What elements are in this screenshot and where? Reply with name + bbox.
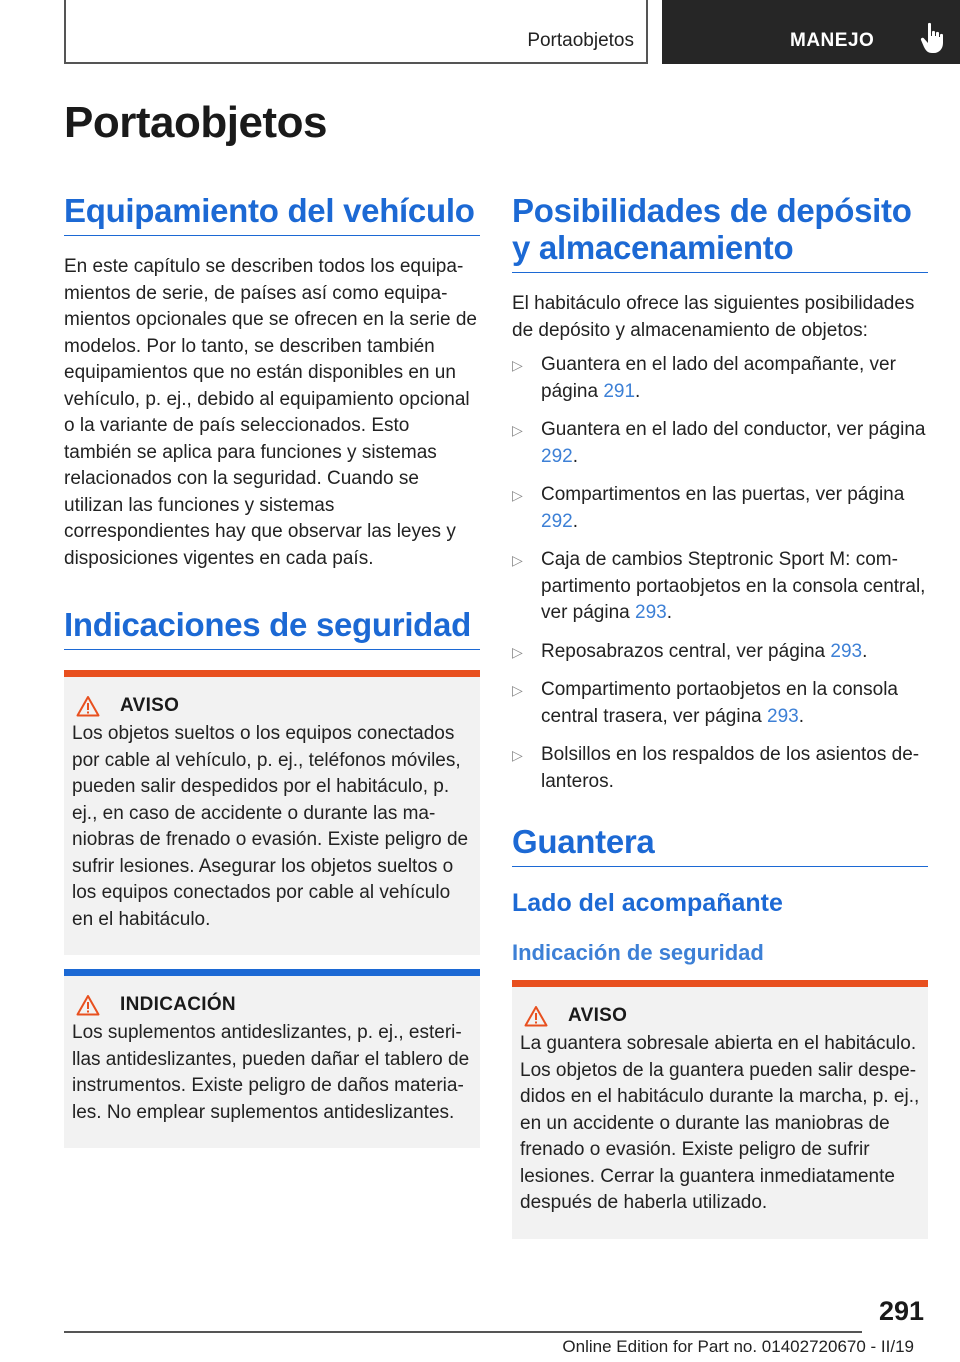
header-section-box [64, 0, 648, 64]
bullet-triangle-icon: ▷ [512, 747, 523, 763]
right-column [512, 192, 928, 1239]
heading-storage: Posibilidades de depósito y almacenamiento [512, 192, 928, 273]
list-item-text: Guantera en el lado del acompañante, ver página [541, 354, 896, 402]
heading-safety-note: Indicación de seguridad [512, 940, 764, 965]
list-item [512, 417, 928, 470]
list-item-end: . [572, 510, 578, 532]
notice-text: Los suplementos antideslizantes, p. ej., esterillas antideslizantes, pueden dañar el tablero de instrumentos. Existe peligro de daños materiales. No emplear suplementos antideslizantes. [72, 1022, 470, 1123]
heading-vehicle-equipment: Equipamiento del vehículo [64, 192, 480, 236]
list-item-text: Reposabrazos central, ver página [541, 640, 831, 662]
notice-aviso [64, 670, 480, 955]
list-item-text: Bolsillos en los respaldos de los asientos delanteros. [541, 744, 920, 792]
bullet-triangle-icon: ▷ [512, 357, 523, 373]
paragraph-vehicle-equipment: En este capítulo se describen todos los equipamientos de serie, de países así como equipamientos opcionales que se ofrecen en la serie de modelos. Por lo tanto, se describen también equipamientos que no están disponibles en un vehículo, p. ej., debido al equipamiento opcional o la variante de país seleccionados. Esto también se aplica para funciones y sistemas relacionados con la seguridad. Cuando se utilizan las funciones y sistemas correspondientes hay que observar las leyes y disposiciones vigentes en cada país. [64, 256, 477, 569]
edition-note: Online Edition for Part no. 01402720670 - II/19 [562, 1337, 914, 1356]
bullet-triangle-icon: ▷ [512, 422, 523, 438]
list-item-end: . [862, 640, 868, 662]
list-item [512, 639, 928, 666]
list-item-text: Compartimentos en las puertas, ver página [541, 484, 905, 505]
notice-text: Los objetos sueltos o los equipos conectados por cable al vehículo, p. ej., teléfonos móviles, pueden salir despedidos por el habitáculo, p. ej., en caso de accidente o durante las maniobras de frenado o evasión. Existe peligro de sufrir lesiones. Asegurar los objetos sueltos o los equipos conectados por cable al vehículo en el habitáculo. [72, 723, 469, 930]
notice-indicacion [64, 969, 480, 1148]
notice-aviso-guantera [512, 980, 928, 1239]
footer-divider [64, 1331, 862, 1333]
list-item [512, 482, 928, 535]
left-column [64, 192, 480, 1148]
warning-triangle-icon [76, 695, 100, 717]
list-item-end: . [572, 445, 578, 467]
list-item-text: Guantera en el lado del conductor, ver página [541, 419, 926, 440]
chapter-tab[interactable] [662, 0, 960, 64]
page-reference-link[interactable]: 292 [541, 445, 573, 467]
heading-guantera: Guantera [512, 823, 928, 867]
bullet-triangle-icon: ▷ [512, 643, 523, 660]
chapter-tab-label: MANEJO [790, 30, 875, 51]
paragraph-storage: El habitáculo ofrece las siguientes posibilidades de depósito y almacenamiento de objetos: [512, 293, 915, 341]
heading-passenger-side: Lado del acompañante [512, 889, 783, 917]
list-item-text: Caja de cambios Steptronic Sport M: compartimento portaobjetos en la consola central, ver página [541, 549, 926, 623]
list-item [512, 742, 928, 795]
bullet-triangle-icon: ▷ [512, 552, 523, 568]
page-reference-link[interactable]: 293 [767, 705, 799, 727]
notice-label: INDICACIÓN [120, 994, 236, 1015]
header-section-title: Portaobjetos [527, 30, 634, 51]
page-reference-link[interactable]: 293 [830, 640, 863, 662]
bullet-triangle-icon: ▷ [512, 682, 523, 698]
list-item [512, 352, 928, 405]
notice-label: AVISO [568, 1005, 628, 1026]
hand-pointer-icon [920, 22, 946, 54]
page-reference-link[interactable]: 293 [635, 602, 667, 623]
list-item [512, 547, 928, 627]
list-item-end: . [666, 602, 672, 623]
notice-label: AVISO [120, 695, 180, 716]
heading-safety: Indicaciones de seguridad [64, 606, 480, 650]
list-item-end: . [798, 705, 804, 727]
warning-triangle-icon [76, 994, 100, 1016]
page-reference-link[interactable]: 292 [541, 510, 573, 532]
page-title: Portaobjetos [64, 98, 327, 147]
page-reference-link[interactable]: 291 [603, 380, 636, 402]
notice-text: La guantera sobresale abierta en el habitáculo. Los objetos de la guantera pueden salir despedidos en el habitáculo durante la marcha, p. ej., en un accidente o durante las maniobras de frenado o evasión. Existe peligro de sufrir lesiones. Cerrar la guantera inmediatamente después de haberla utilizado. [520, 1033, 920, 1213]
list-item-text: Compartimento portaobjetos en la consola central trasera, ver página [541, 679, 898, 727]
storage-list [512, 352, 928, 795]
page-number: 291 [878, 1296, 924, 1326]
list-item-end: . [635, 380, 641, 402]
list-item [512, 677, 928, 730]
bullet-triangle-icon: ▷ [512, 487, 523, 503]
warning-triangle-icon [524, 1005, 548, 1027]
